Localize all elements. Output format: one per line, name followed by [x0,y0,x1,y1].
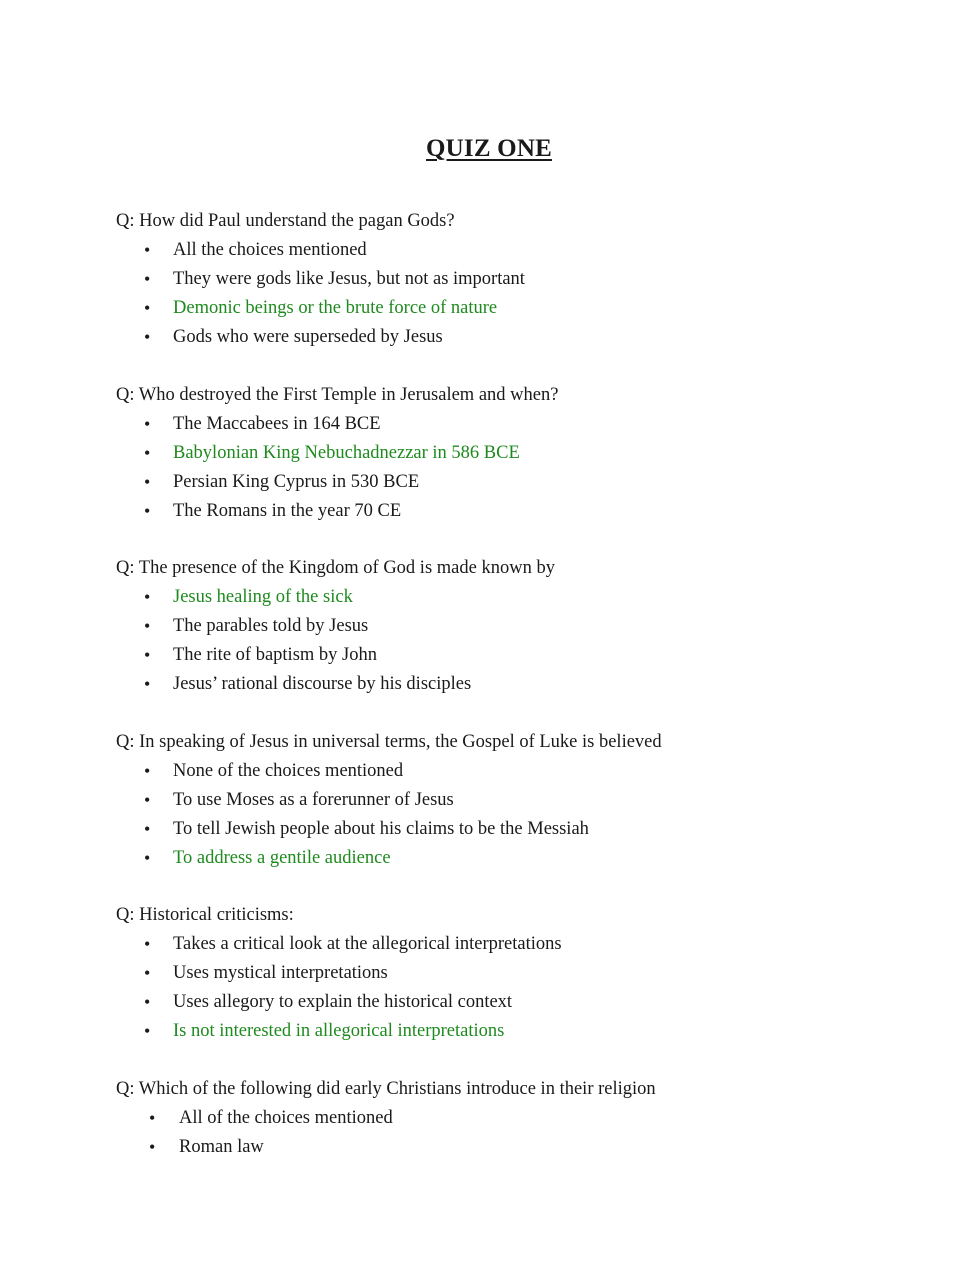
bullet-icon: • [144,240,151,260]
option-label: All the choices mentioned [173,240,367,260]
option-label: Babylonian King Nebuchadnezzar in 586 BCE [173,442,520,463]
bullet-icon: • [144,760,151,781]
option-label: The Maccabees in 164 BCE [173,413,381,434]
question-text: Q: Which of the following did early Christians introduce in their religion [116,1078,656,1099]
option-label: All of the choices mentioned [179,1107,393,1128]
option-label: They were gods like Jesus, but not as important [173,269,525,289]
bullet-icon: • [149,1107,156,1128]
option-item [116,323,896,352]
question-4 [116,728,896,873]
bullet-icon: • [144,587,151,607]
question-text: Q: The presence of the Kingdom of God is made known by [116,558,555,578]
option-item [116,410,896,439]
question-1 [116,207,896,352]
option-item [116,844,896,873]
option-label: Jesus’ rational discourse by his disciples [173,674,472,694]
bullet-icon: • [144,934,151,954]
option-item [116,641,896,670]
option-item [116,959,896,988]
option-item [116,497,896,526]
question-5 [116,901,896,1046]
option-item [116,1133,896,1162]
bullet-icon: • [144,847,151,868]
question-text: Q: Historical criticisms: [116,905,294,925]
option-item [116,786,896,815]
option-label: To tell Jewish people about his claims to be the Messiah [173,818,589,839]
option-item [116,583,896,612]
option-item [116,1017,896,1046]
question-text: Q: In speaking of Jesus in universal terms, the Gospel of Luke is believed [116,731,662,752]
option-item [116,815,896,844]
bullet-icon: • [144,616,151,636]
option-list [116,1104,896,1162]
option-label: Persian King Cyprus in 530 BCE [173,471,420,492]
option-label: Jesus healing of the sick [173,587,353,607]
question-list [116,207,896,1190]
bullet-icon: • [144,963,151,983]
option-item [116,1104,896,1133]
bullet-icon: • [144,327,151,347]
option-item [116,670,896,699]
bullet-icon: • [144,992,151,1012]
option-item [116,468,896,497]
option-item [116,757,896,786]
option-item [116,612,896,641]
bullet-icon: • [144,645,151,665]
page-title: QUIZ ONE [426,135,552,162]
question-text: Q: How did Paul understand the pagan Gods? [116,211,455,231]
bullet-icon: • [144,471,151,492]
option-list [116,930,896,1046]
option-label: Demonic beings or the brute force of nature [173,298,498,318]
option-label: To address a gentile audience [173,847,391,868]
bullet-icon: • [149,1136,156,1157]
option-label: Uses mystical interpretations [173,963,388,983]
bullet-icon: • [144,413,151,434]
option-label: Uses allegory to explain the historical context [173,992,513,1012]
option-list [116,410,896,526]
option-label: To use Moses as a forerunner of Jesus [173,789,454,810]
question-3 [116,554,896,699]
question-6 [116,1075,896,1162]
option-list [116,583,896,699]
question-text: Q: Who destroyed the First Temple in Jerusalem and when? [116,384,559,405]
option-label: Gods who were superseded by Jesus [173,327,443,347]
option-item [116,265,896,294]
bullet-icon: • [144,789,151,810]
bullet-icon: • [144,269,151,289]
option-list [116,757,896,873]
bullet-icon: • [144,818,151,839]
option-label: Is not interested in allegorical interpretations [173,1021,505,1041]
bullet-icon: • [144,1021,151,1041]
option-item [116,294,896,323]
bullet-icon: • [144,500,151,521]
option-label: The parables told by Jesus [173,616,369,636]
option-label: Roman law [179,1136,264,1157]
bullet-icon: • [144,442,151,463]
option-label: Takes a critical look at the allegorical interpretations [173,934,562,954]
option-item [116,988,896,1017]
option-label: The rite of baptism by John [173,645,377,665]
option-label: The Romans in the year 70 CE [173,500,402,521]
option-item [116,439,896,468]
bullet-icon: • [144,674,151,694]
option-item [116,930,896,959]
option-item [116,236,896,265]
bullet-icon: • [144,298,151,318]
option-label: None of the choices mentioned [173,760,404,781]
option-list [116,236,896,352]
question-2 [116,381,896,526]
